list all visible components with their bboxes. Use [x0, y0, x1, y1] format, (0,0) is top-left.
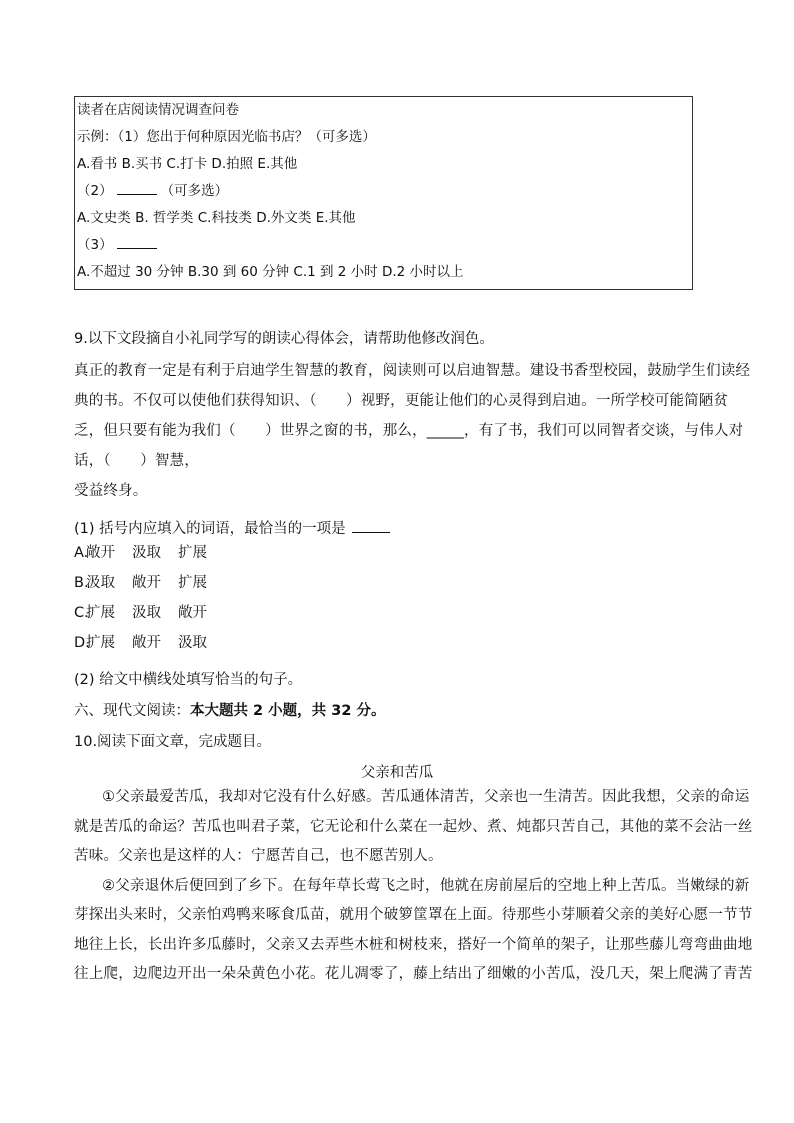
q9-sub1-text: (1) 括号内应填入的词语，最恰当的一项是 [74, 521, 346, 537]
section-desc: 本大题共 2 小题，共 32 分。 [190, 703, 386, 719]
option-key: B. [74, 575, 89, 591]
option-word: 汲取 [132, 545, 161, 561]
option-word: 汲取 [132, 605, 161, 621]
survey-q3-options: A.不超过 30 分钟 B.30 到 60 分钟 C.1 到 2 小时 D.2 小时以上 [77, 264, 464, 280]
article-line: 往上爬，边爬边开出一朵朵黄色小花。花儿凋零了，藤上结出了细嫩的小苦瓜，没几天，架上爬满了青苦 [74, 966, 753, 982]
option-key: D. [74, 635, 90, 651]
q10-title: 10.阅读下面文章，完成题目。 [74, 734, 272, 750]
article-title: 父亲和苦瓜 [360, 765, 434, 781]
survey-q3 [77, 235, 690, 262]
option-word: 扩展 [86, 605, 115, 621]
article-line: 芽探出头来时，父亲怕鸡鸭来啄食瓜苗，就用个破箩筐罩在上面。待那些小芽顺着父亲的美好心愿一节节 [74, 907, 753, 923]
q9-passage [74, 356, 751, 506]
option-word: 敞开 [86, 545, 115, 561]
passage-line: 话，（ ）智慧， [74, 453, 200, 469]
q9-sub2: (2) 给文中横线处填写恰当的句子。 [74, 672, 303, 688]
survey-q2-options: A.文史类 B. 哲学类 C.科技类 D.外文类 E.其他 [77, 210, 356, 226]
section-heading [74, 699, 720, 720]
option-word: 扩展 [178, 545, 207, 561]
option-key: A. [74, 545, 89, 561]
fill-blank[interactable] [117, 182, 157, 195]
survey-example: 示例：（1）您出于何种原因光临书店？（可多选） [77, 129, 376, 145]
passage-line: 乏，但只要有能为我们（ ）世界之窗的书，那么，_____，有了书，我们可以同智者交谈，与伟人对 [74, 423, 744, 439]
survey-title: 读者在店阅读情况调查问卷 [77, 102, 239, 118]
article-line: 就是苦瓜的命运？苦瓜也叫君子菜，它无论和什么菜在一起炒、煮、炖都只苦自己，其他的菜不会沾一丝 [74, 818, 753, 835]
option-word: 扩展 [178, 575, 207, 591]
passage-line: 真正的教育一定是有利于启迪学生智慧的教育，阅读则可以启迪智慧。建设书香型校园，鼓励学生们读经 [74, 363, 751, 379]
option-b[interactable] [74, 568, 224, 598]
survey-q1-options: A.看书 B.买书 C.打卡 D.拍照 E.其他 [77, 156, 298, 172]
survey-q2-number: （2） [77, 183, 113, 199]
option-a[interactable] [74, 538, 224, 568]
article-body [74, 783, 753, 990]
option-word: 敞开 [132, 635, 161, 651]
option-c[interactable] [74, 598, 224, 628]
answer-blank[interactable] [352, 520, 390, 533]
option-d[interactable] [74, 628, 224, 658]
option-key: C. [74, 605, 89, 621]
survey-box [74, 96, 693, 290]
q9-options [74, 538, 224, 658]
section-label: 六、现代文阅读： [74, 703, 190, 719]
survey-q2 [77, 181, 690, 208]
option-word: 扩展 [86, 635, 115, 651]
article-line: 苦味。父亲也是这样的人：宁愿苦自己，也不愿苦别人。 [74, 848, 443, 864]
article-line: ①父亲最爱苦瓜，我却对它没有什么好感。苦瓜通体清苦，父亲也一生清苦。因此我想，父亲的命运 [102, 789, 750, 805]
passage-line: 受益终身。 [74, 483, 148, 499]
q9-sub1 [74, 517, 720, 538]
survey-q2-suffix: （可多选） [160, 183, 229, 199]
article-line: ②父亲退休后便回到了乡下。在每年草长莺飞之时，他就在房前屋后的空地上种上苦瓜。当嫩绿的新 [102, 877, 750, 894]
option-word: 敞开 [178, 605, 207, 621]
q9-title: 9.以下文段摘自小礼同学写的朗读心得体会，请帮助他修改润色。 [74, 331, 494, 347]
survey-q3-number: （3） [77, 237, 113, 253]
option-word: 敞开 [132, 575, 161, 591]
option-word: 汲取 [86, 575, 115, 591]
option-word: 汲取 [178, 635, 207, 651]
passage-line: 典的书。不仅可以使他们获得知识、（ ）视野，更能让他们的心灵得到启迪。一所学校可能简陋贫 [74, 393, 729, 409]
fill-blank[interactable] [117, 236, 157, 249]
article-line: 地往上长，长出许多瓜藤时，父亲又去弄些木桩和树枝来，搭好一个简单的架子，让那些藤儿弯弯曲曲地 [74, 936, 753, 953]
